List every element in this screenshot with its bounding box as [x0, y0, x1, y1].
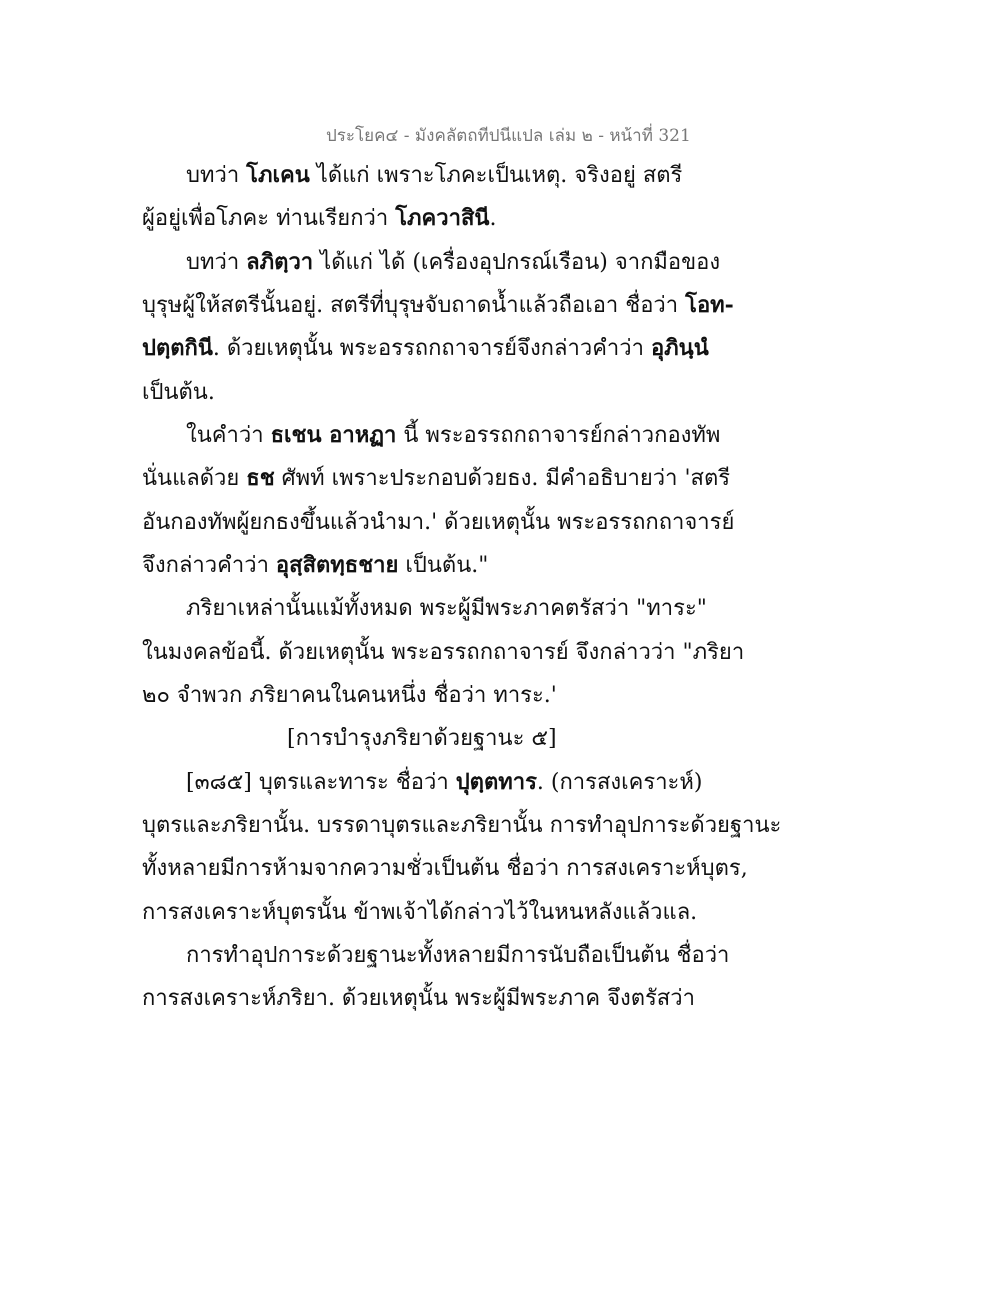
text-span: เป็นต้น.": [398, 552, 489, 578]
text-span: บทว่า: [186, 249, 247, 275]
text-line: [142, 544, 702, 587]
text-span: ทั้งหลายมีการห้ามจากความชั่วเป็นต้น ชื่อว่า การสงเคราะห์บุตร,: [142, 856, 748, 882]
text-span: ๒๐ จำพวก ภริยาคนในคนหนึ่ง ชื่อว่า ทาระ.': [142, 682, 557, 708]
text-span: การสงเคราะห์บุตรนั้น ข้าพเจ้าได้กล่าวไว้ในหนหลังแล้วแล.: [142, 899, 698, 925]
text-span: [การบำรุงภริยาด้วยฐานะ ๕]: [287, 726, 557, 752]
text-line: [142, 284, 734, 327]
text-line: [142, 977, 702, 1020]
text-line: [142, 934, 730, 977]
text-span: จึงกล่าวคำว่า: [142, 552, 276, 578]
text-line: [142, 847, 748, 890]
text-line: [142, 804, 782, 847]
text-span: . (การสงเคราะห์): [536, 769, 703, 795]
page-body: [142, 154, 782, 1021]
bold-term: โภควาสินี: [395, 205, 490, 232]
bold-term: อุภินฺนํ: [650, 335, 709, 362]
text-span: บุรุษผู้ให้สตรีนั้นอยู่. สตรีที่บุรุษจับถาดน้ำแล้วถือเอา ชื่อว่า: [142, 292, 686, 318]
text-span: การสงเคราะห์ภริยา. ด้วยเหตุนั้น พระผู้มีพระภาค จึงตรัสว่า: [142, 986, 695, 1012]
bold-term: โภเคน: [246, 162, 310, 188]
text-span: ศัพท์ เพราะประกอบด้วยธง. มีคำอธิบายว่า 'สตรี: [274, 466, 731, 492]
text-span: การทำอุปการะด้วยฐานะทั้งหลายมีการนับถือเป็นต้น ชื่อว่า: [186, 942, 730, 968]
text-span: ภริยาเหล่านั้นแม้ทั้งหมด พระผู้มีพระภาคตรัสว่า "ทาระ": [186, 596, 707, 622]
bold-term: โอท-: [685, 291, 734, 318]
text-line: [142, 327, 709, 370]
bold-term: ธช: [246, 465, 275, 492]
text-span: ผู้อยู่เพื่อโภคะ ท่านเรียกว่า: [142, 206, 396, 232]
text-line: [142, 891, 702, 934]
text-line: [142, 241, 721, 284]
text-line: [142, 371, 702, 414]
text-line: [142, 154, 702, 197]
bold-term: ปุตฺตทาร: [455, 768, 537, 795]
text-line: [142, 197, 702, 240]
text-span: ได้แก่ เพราะโภคะเป็นเหตุ. จริงอยู่ สตรี: [309, 163, 683, 188]
text-line: [142, 674, 702, 717]
text-span: นั่นแลด้วย: [142, 466, 247, 492]
bold-term: ปตฺตกินี: [142, 335, 213, 362]
text-span: บุตรและภริยานั้น. บรรดาบุตรและภริยานั้น การทำอุปการะด้วยฐานะ: [142, 812, 782, 838]
text-span: [๓๘๕] บุตรและทาระ ชื่อว่า: [186, 769, 456, 795]
text-line: [142, 761, 702, 804]
text-span: ในคำว่า: [186, 422, 271, 448]
text-span: ได้แก่ ได้ (เครื่องอุปกรณ์เรือน) จากมือของ: [313, 249, 721, 275]
text-line: [142, 631, 745, 674]
section-heading: [142, 717, 702, 760]
text-line: [142, 587, 707, 630]
text-line: [142, 501, 735, 544]
text-span: อันกองทัพผู้ยกธงขึ้นแล้วนำมา.' ด้วยเหตุนั้น พระอรรถกถาจารย์: [142, 509, 735, 535]
text-span: เป็นต้น.: [142, 379, 215, 405]
text-line: [142, 414, 721, 457]
text-span: .: [489, 206, 497, 232]
text-span: บทว่า: [186, 163, 247, 188]
text-line: [142, 457, 731, 500]
text-span: ในมงคลข้อนี้. ด้วยเหตุนั้น พระอรรถกถาจารย์ จึงกล่าวว่า "ภริยา: [142, 639, 745, 665]
bold-term: อุสฺสิตทฺธชาย: [275, 551, 399, 578]
bold-term: ธเชน อาหฏา: [270, 421, 397, 448]
bold-term: ลภิตฺวา: [246, 248, 314, 275]
text-span: . ด้วยเหตุนั้น พระอรรถกถาจารย์จึงกล่าวคำว่า: [212, 336, 651, 362]
text-span: นี้ พระอรรถกถาจารย์กล่าวกองทัพ: [396, 422, 721, 448]
running-header: ประโยค๔ - มังคลัตถทีปนีแปล เล่ม ๒ - หน้าที่ 321: [326, 126, 691, 146]
